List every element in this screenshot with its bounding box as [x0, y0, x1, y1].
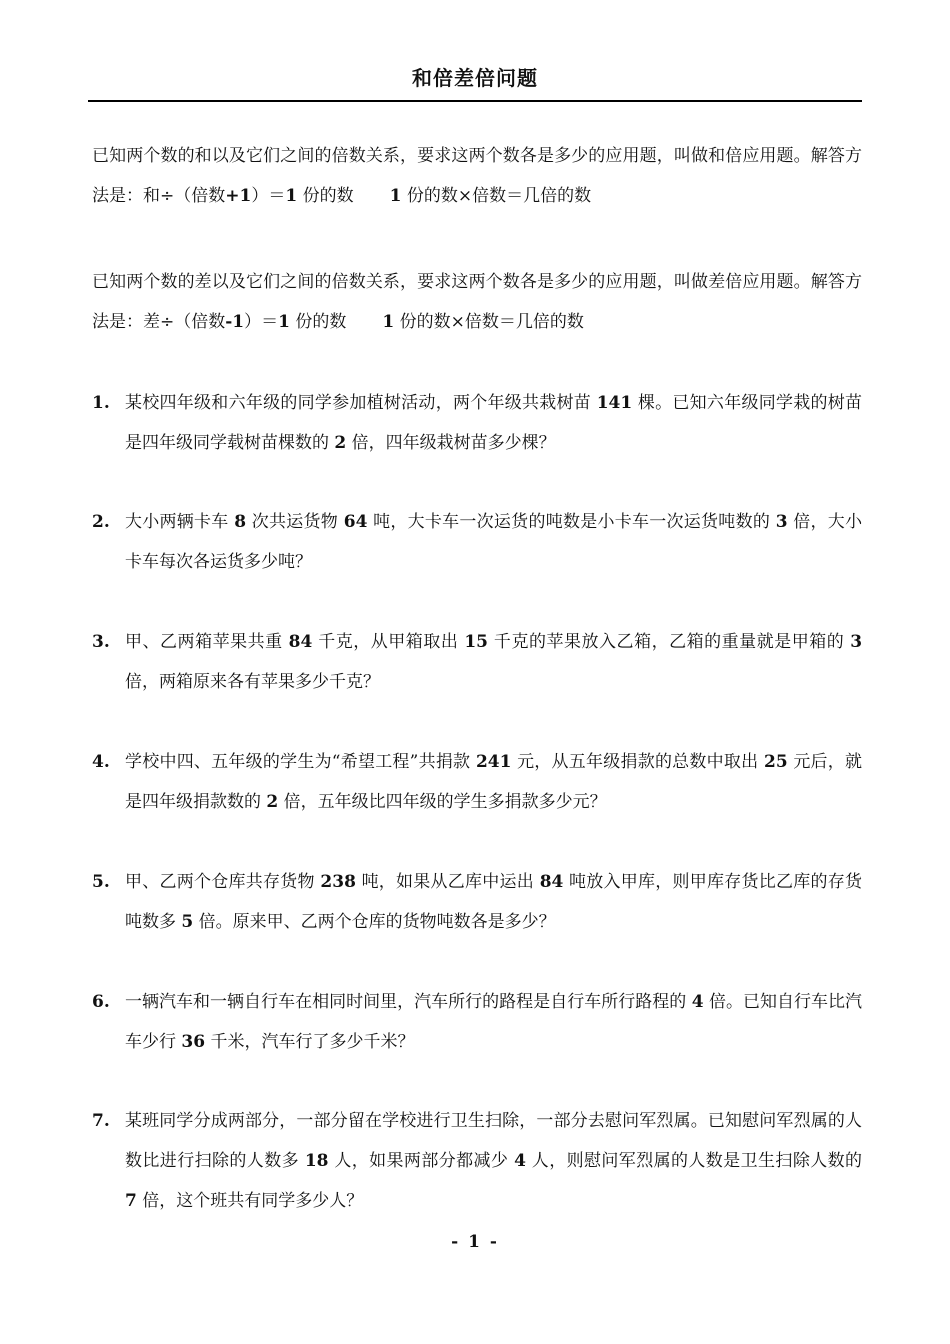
- intro-sum-multiple: 已知两个数的和以及它们之间的倍数关系，要求这两个数各是多少的应用题，叫做和倍应用题。解答方法是：和÷（倍数+1）＝1 份的数 1 份的数×倍数＝几倍的数: [92, 146, 862, 206]
- page-header: [88, 62, 862, 102]
- page-title: 和倍差倍问题: [412, 66, 538, 90]
- problem-number: 6.: [92, 992, 110, 1012]
- problem-text: 甲、乙两个仓库共存货物 238 吨，如果从乙库中运出 84 吨放入甲库，则甲库存货比乙库的存货吨数多 5 倍。原来甲、乙两个仓库的货物吨数各是多少？: [125, 872, 863, 932]
- problem-text: 某班同学分成两部分，一部分留在学校进行卫生扫除，一部分去慰问军烈属。已知慰问军烈属的人数比进行扫除的人数多 18 人，如果两部分都减少 4 人，则慰问军烈属的人数是卫生扫除人数的 7 倍，这个班共有同学多少人？: [125, 1111, 863, 1211]
- problem-item: [92, 862, 862, 942]
- problem-text: 一辆汽车和一辆自行车在相同时间里，汽车所行的路程是自行车所行路程的 4 倍。已知自行车比汽车少行 36 千米，汽车行了多少千米？: [125, 992, 863, 1052]
- problem-number: 2.: [92, 512, 110, 532]
- problem-item: [92, 622, 862, 702]
- problem-number: 4.: [92, 752, 110, 772]
- problem-item: [92, 742, 862, 822]
- problem-number: 1.: [92, 393, 110, 413]
- problem-text: 某校四年级和六年级的同学参加植树活动，两个年级共栽树苗 141 棵。已知六年级同学栽的树苗是四年级同学载树苗棵数的 2 倍，四年级栽树苗多少棵？: [125, 393, 863, 453]
- problem-number: 5.: [92, 872, 110, 892]
- problem-item: [92, 982, 862, 1062]
- problem-text: 甲、乙两箱苹果共重 84 千克，从甲箱取出 15 千克的苹果放入乙箱，乙箱的重量就是甲箱的 3 倍，两箱原来各有苹果多少千克？: [125, 632, 863, 692]
- problem-item: [92, 383, 862, 463]
- page-number: - 1 -: [451, 1232, 499, 1252]
- intro-diff-multiple: 已知两个数的差以及它们之间的倍数关系，要求这两个数各是多少的应用题，叫做差倍应用题。解答方法是：差÷（倍数-1）＝1 份的数 1 份的数×倍数＝几倍的数: [92, 272, 862, 332]
- problem-item: [92, 1101, 862, 1221]
- problem-text: 学校中四、五年级的学生为“希望工程”共捐款 241 元，从五年级捐款的总数中取出 25 元后，就是四年级捐款数的 2 倍，五年级比四年级的学生多捐款多少元？: [125, 752, 863, 812]
- problem-text: 大小两辆卡车 8 次共运货物 64 吨，大卡车一次运货的吨数是小卡车一次运货吨数的 3 倍，大小卡车每次各运货多少吨？: [125, 512, 863, 572]
- problem-number: 3.: [92, 632, 110, 652]
- problem-number: 7.: [92, 1111, 110, 1131]
- problem-item: [92, 502, 862, 582]
